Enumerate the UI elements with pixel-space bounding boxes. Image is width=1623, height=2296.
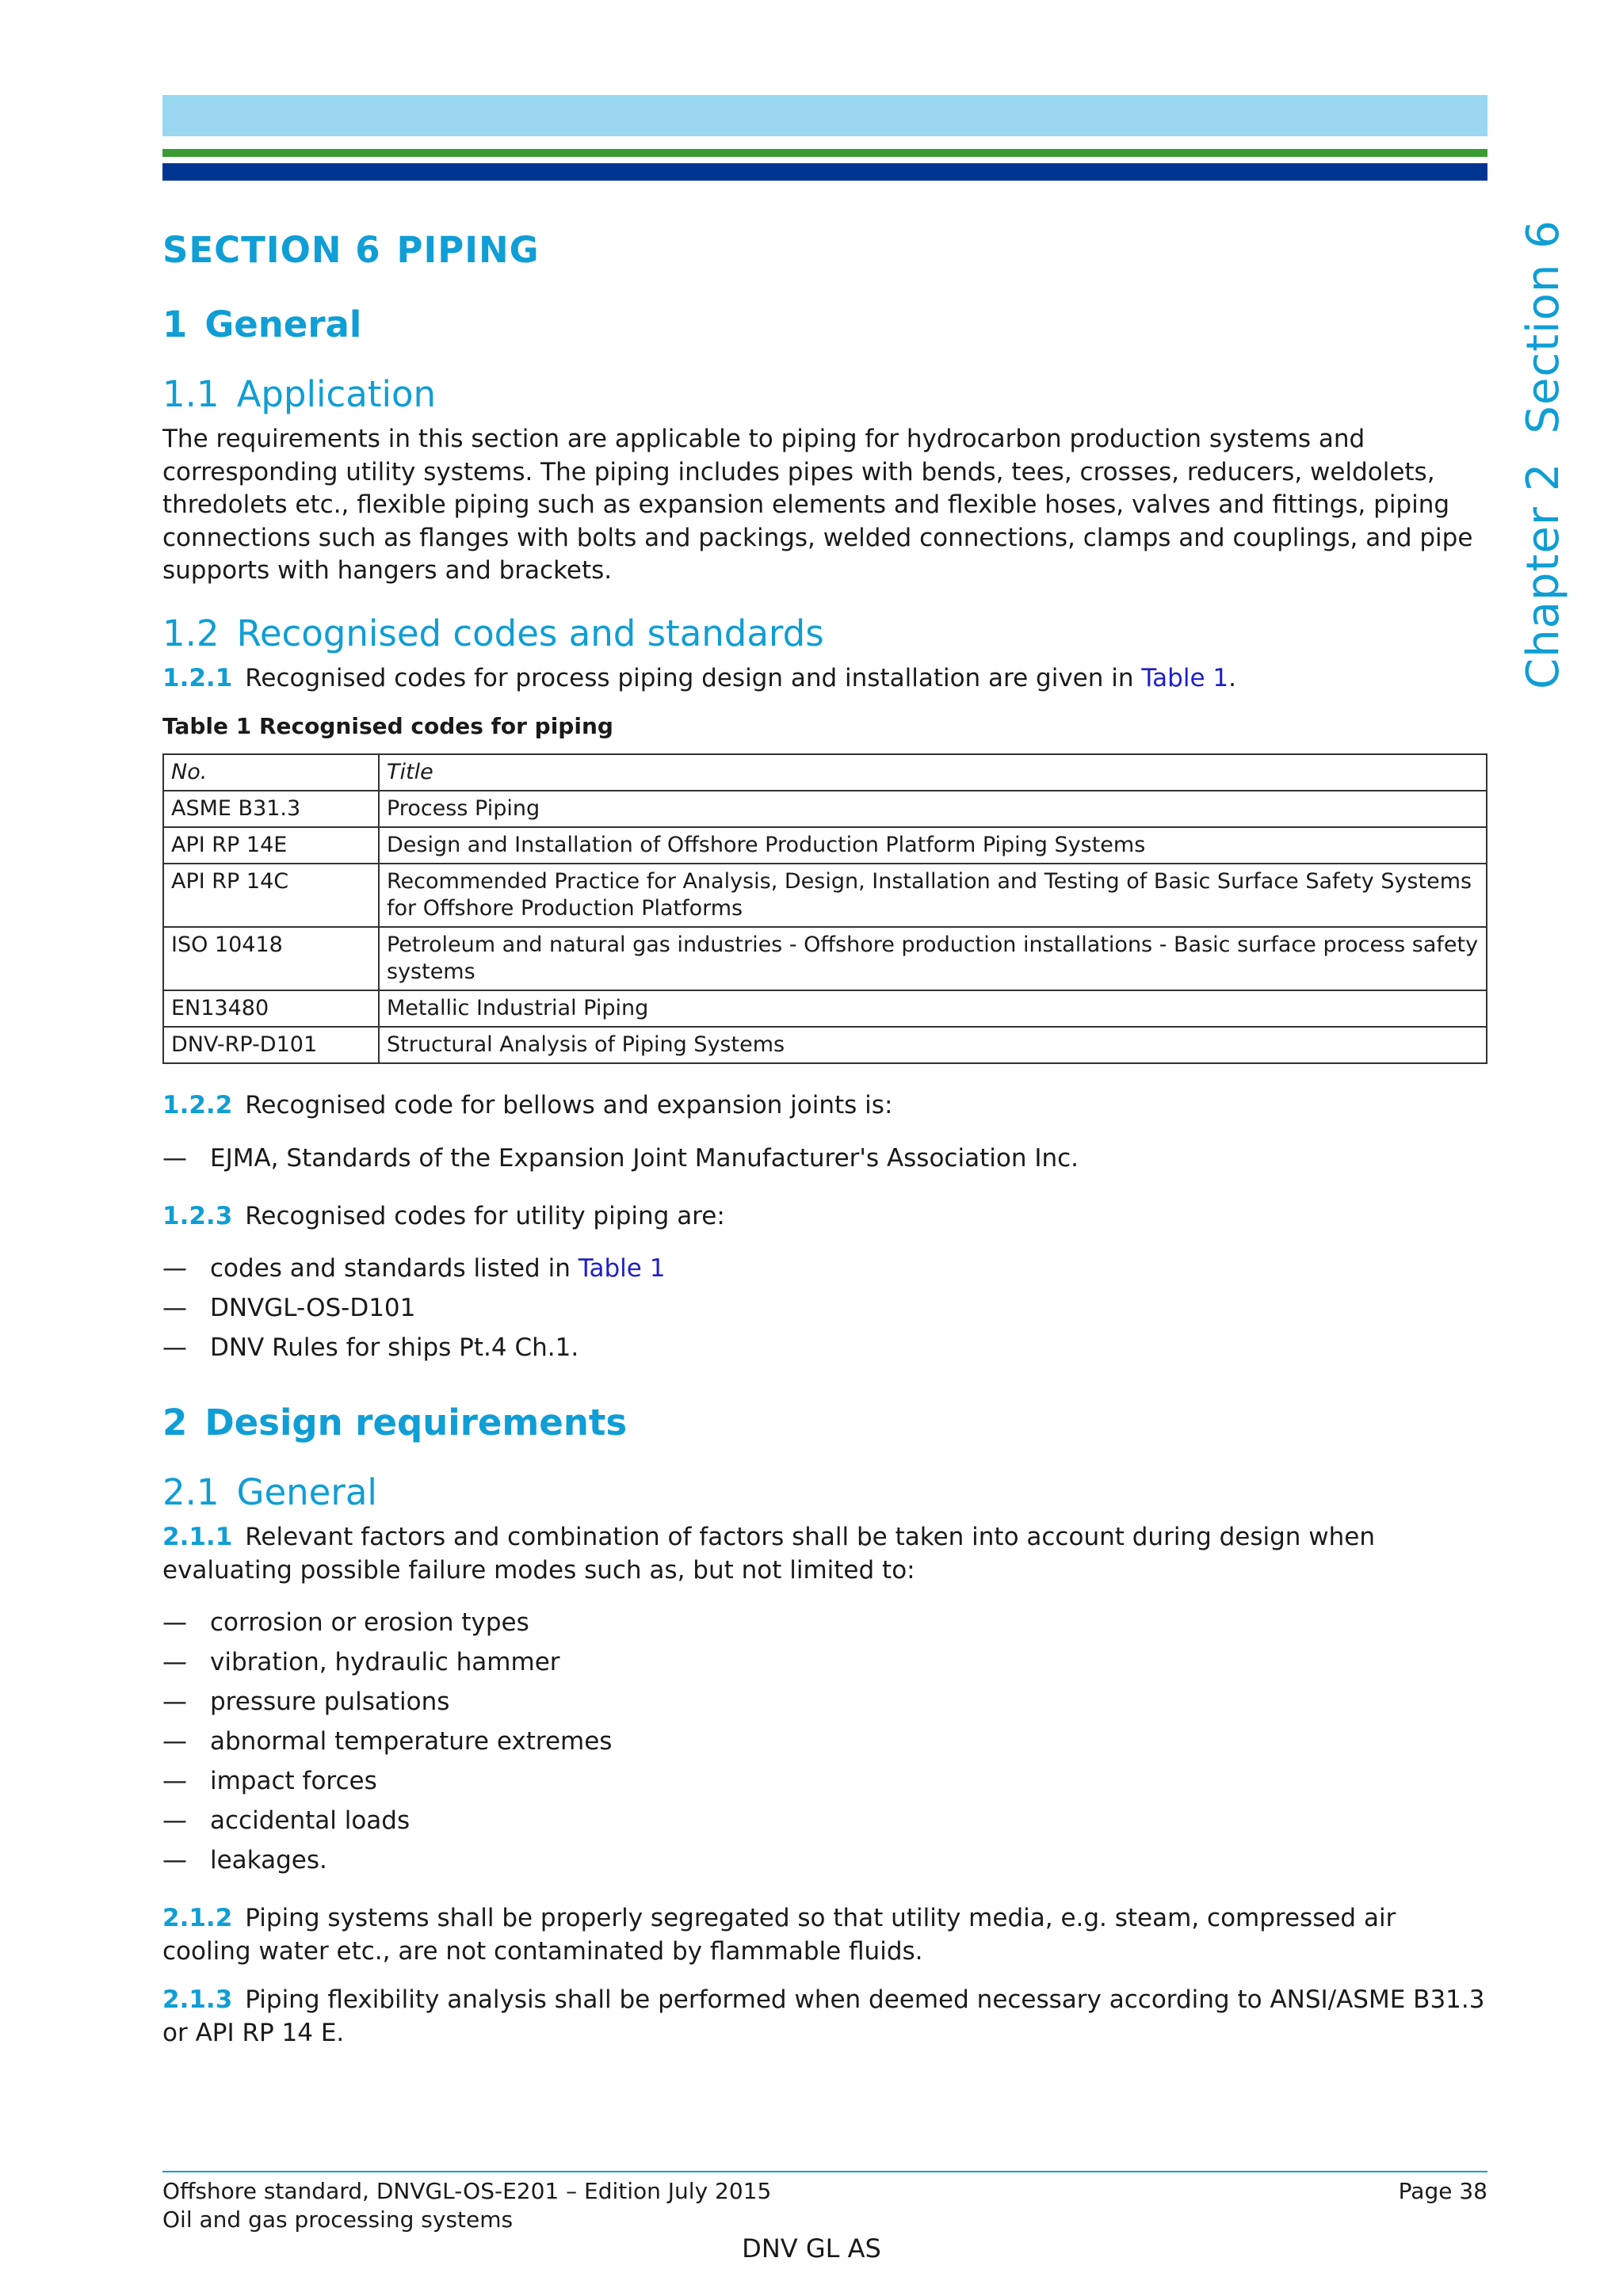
paragraph-1-2-3	[162, 1200, 1487, 1234]
list-item-text: accidental loads	[210, 1806, 411, 1835]
paragraph-2-1-1	[162, 1521, 1487, 1587]
chapter-section-side-label	[1518, 219, 1569, 689]
paragraph-2-1-3	[162, 1984, 1487, 2050]
paragraph-1-2-2	[162, 1089, 1487, 1123]
dash-bullet: —	[162, 1846, 187, 1875]
table-header-no: No.	[163, 754, 379, 791]
table-cell-no: API RP 14C	[163, 864, 379, 927]
header-band-light	[162, 95, 1487, 136]
paragraph-text: Piping flexibility analysis shall be performed when deemed necessary according to ANSI/ASME B31.3 or API RP 14 E.	[162, 1985, 1485, 2047]
header-band-navy	[162, 163, 1487, 181]
table-header-title: Title	[379, 754, 1487, 791]
heading-2-1-number: 2.1	[162, 1471, 220, 1513]
table-cell-title: Recommended Practice for Analysis, Design, Installation and Testing of Basic Surface Safety Systems for Offshore Production Platforms	[379, 864, 1487, 927]
table-1-link[interactable]: Table 1	[578, 1254, 666, 1283]
table-cell-no: API RP 14E	[163, 827, 379, 864]
heading-1-1	[162, 371, 1487, 418]
dash-bullet: —	[162, 1648, 187, 1676]
footer-line-1: Offshore standard, DNVGL-OS-E201 – Edition July 2015	[162, 2178, 772, 2204]
paragraph-text: Recognised codes for process piping design and installation are given in	[245, 663, 1142, 692]
list-item-text: impact forces	[210, 1767, 377, 1795]
table-header-row	[163, 754, 1487, 791]
page-content	[162, 227, 1487, 2072]
paragraph-text: Piping systems shall be properly segregated so that utility media, e.g. steam, compressed air cooling water etc., are not contaminated by flammable fluids.	[162, 1904, 1396, 1966]
list-item	[162, 1801, 1487, 1840]
heading-2	[162, 1399, 1487, 1447]
table-row	[163, 1027, 1487, 1063]
table-cell-no: EN13480	[163, 990, 379, 1027]
section-title	[162, 227, 1487, 274]
list-item-text: codes and standards listed in	[210, 1254, 579, 1283]
table-row	[163, 827, 1487, 864]
table-cell-no: ASME B31.3	[163, 791, 379, 827]
utility-code-list	[162, 1249, 1487, 1367]
list-item-text: EJMA, Standards of the Expansion Joint Manufacturer's Association Inc.	[210, 1143, 1079, 1173]
application-paragraph: The requirements in this section are applicable to piping for hydrocarbon production systems and corresponding utility systems. The piping includes pipes with bends, tees, crosses, reducers, weldolets, thredolets etc., flexible piping such as expansion elements and flexible hoses, valves and fittings, piping connections such as flanges with bolts and packings, welded connections, clamps and couplings, and pipe supports with hangers and brackets.	[162, 425, 1473, 585]
list-item-text: DNVGL-OS-D101	[210, 1294, 416, 1322]
paragraph-number: 1.2.3	[162, 1201, 233, 1230]
list-item	[162, 1138, 1487, 1178]
heading-1-2-number: 1.2	[162, 612, 220, 654]
table-cell-title: Process Piping	[379, 791, 1487, 827]
paragraph-end: .	[1228, 663, 1236, 692]
paragraph-text: Recognised codes for utility piping are:	[245, 1201, 725, 1230]
heading-1-2	[162, 610, 1487, 658]
list-item-text: DNV Rules for ships Pt.4 Ch.1.	[210, 1333, 579, 1362]
list-item	[162, 1761, 1487, 1801]
heading-1-1-number: 1.1	[162, 373, 220, 415]
table-row	[163, 864, 1487, 927]
paragraph-1-2-1	[162, 662, 1487, 696]
paragraph-number: 2.1.2	[162, 1904, 233, 1932]
footer-page-number: Page 38	[1398, 2178, 1487, 2204]
list-item	[162, 1642, 1487, 1682]
heading-1-2-title: Recognised codes and standards	[236, 612, 824, 654]
dash-bullet: —	[162, 1143, 187, 1173]
heading-1-number: 1	[162, 303, 188, 345]
footer-rule	[162, 2171, 1487, 2172]
list-item	[162, 1722, 1487, 1761]
footer-document-info	[162, 2177, 771, 2234]
table-row	[163, 791, 1487, 827]
heading-1	[162, 301, 1487, 349]
table-cell-no: DNV-RP-D101	[163, 1027, 379, 1063]
section-number: SECTION 6	[162, 229, 381, 271]
paragraph-text: Relevant factors and combination of factors shall be taken into account during design when evaluating possible failure modes such as, but not limited to:	[162, 1523, 1376, 1585]
dash-bullet: —	[162, 1254, 187, 1283]
table-cell-title: Structural Analysis of Piping Systems	[379, 1027, 1487, 1063]
heading-2-title: Design requirements	[204, 1402, 628, 1444]
section-name: PIPING	[396, 229, 540, 271]
list-item	[162, 1249, 1487, 1288]
list-item	[162, 1603, 1487, 1642]
dash-bullet: —	[162, 1767, 187, 1795]
dash-bullet: —	[162, 1333, 187, 1362]
heading-1-title: General	[204, 303, 362, 345]
list-item-text: corrosion or erosion types	[210, 1608, 529, 1637]
list-item	[162, 1840, 1487, 1880]
dash-bullet: —	[162, 1608, 187, 1637]
paragraph-number: 1.2.1	[162, 663, 233, 692]
dash-bullet: —	[162, 1727, 187, 1756]
list-item-text: abnormal temperature extremes	[210, 1727, 613, 1756]
paragraph-number: 2.1.3	[162, 1985, 233, 2014]
list-item-text: vibration, hydraulic hammer	[210, 1648, 560, 1676]
dash-bullet: —	[162, 1688, 187, 1716]
footer-organization: DNV GL AS	[742, 2233, 881, 2264]
footer-line-2: Oil and gas processing systems	[162, 2206, 514, 2233]
paragraph-text: Recognised code for bellows and expansion joints is:	[245, 1091, 893, 1119]
table-cell-title: Metallic Industrial Piping	[379, 990, 1487, 1027]
list-item	[162, 1682, 1487, 1722]
dash-bullet: —	[162, 1294, 187, 1322]
table-cell-title: Petroleum and natural gas industries - Offshore production installations - Basic surface process safety systems	[379, 927, 1487, 990]
header-band-green	[162, 149, 1487, 157]
list-item-text: pressure pulsations	[210, 1688, 450, 1716]
list-item	[162, 1288, 1487, 1328]
table-cell-no: ISO 10418	[163, 927, 379, 990]
side-section: Section 6	[1518, 219, 1569, 434]
paragraph-2-1-2	[162, 1902, 1487, 1968]
list-item	[162, 1328, 1487, 1367]
table-cell-title: Design and Installation of Offshore Production Platform Piping Systems	[379, 827, 1487, 864]
heading-2-1-title: General	[236, 1471, 377, 1513]
dash-bullet: —	[162, 1806, 187, 1835]
table-row	[163, 990, 1487, 1027]
list-item-text: leakages.	[210, 1846, 327, 1875]
heading-2-number: 2	[162, 1402, 188, 1444]
table-row	[163, 927, 1487, 990]
side-chapter: Chapter 2	[1518, 462, 1569, 689]
table-caption: Table 1 Recognised codes for piping	[162, 713, 613, 739]
paragraph-number: 1.2.2	[162, 1091, 233, 1119]
failure-modes-list	[162, 1603, 1487, 1880]
codes-table	[162, 753, 1487, 1064]
paragraph-number: 2.1.1	[162, 1523, 233, 1551]
bellows-code-list	[162, 1138, 1487, 1178]
heading-1-1-title: Application	[236, 373, 437, 415]
table-1-link[interactable]: Table 1	[1141, 663, 1229, 692]
heading-2-1	[162, 1469, 1487, 1516]
